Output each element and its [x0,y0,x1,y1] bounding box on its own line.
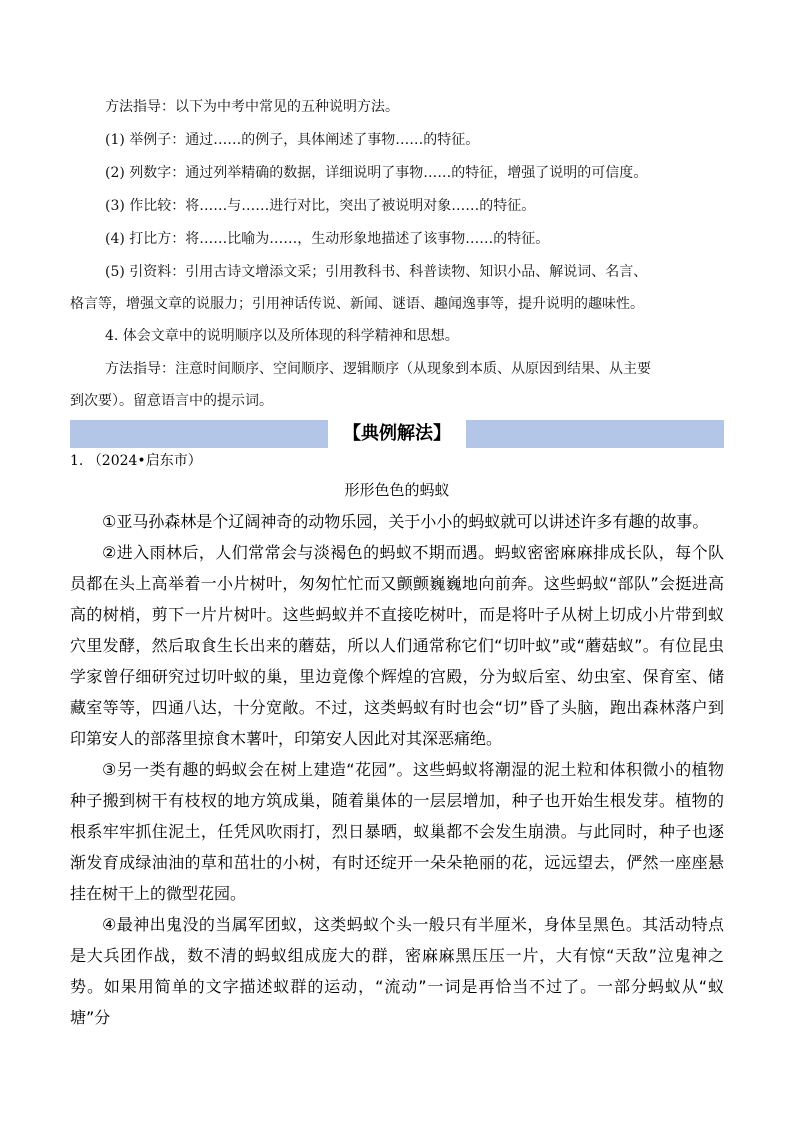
point-four: 4. 体会文章中的说明顺序以及所体现的科学精神和思想。 [105,328,459,344]
method-item: (5) 引资料：引用古诗文增添文采；引用教科书、科普读物、知识小品、解说词、名言、 [105,264,648,280]
banner-bar-right [466,420,724,448]
method-intro: 方法指导：以下为中考中常见的五种说明方法。 [105,99,399,115]
section-title: 【典例解法】 [343,423,451,444]
article-body [70,506,724,1033]
article-paragraph: ③另一类有趣的蚂蚁会在树上建造“花园”。这些蚂蚁将潮湿的泥土粒和体积微小的植物种子搬到树干有枝杈的地方筑成巢，随着巢体的一层层增加，种子也开始生根发芽。植物的根系牢牢抓住泥土，任凭风吹雨打，烈日暴晒，蚁巢都不会发生崩溃。与此同时，种子也逐渐发育成绿油油的草和茁壮的小树，有时还绽开一朵朵艳丽的花，远远望去，俨然一座座悬挂在树干上的微型花园。 [70,760,724,903]
method-guide-order-cont: 到次要）。留意语言中的提示词。 [70,393,273,409]
method-item-continuation: 格言等，增强文章的说服力；引用神话传说、新闻、谜语、趣闻逸事等，提升说明的趣味性。 [70,296,644,312]
method-item: (2) 列数字：通过列举精确的数据，详细说明了事物……的特征，增强了说明的可信度。 [105,165,648,181]
method-item: (4) 打比方：将……比喻为……，生动形象地描述了该事物……的特征。 [105,231,550,247]
method-item: (3) 作比较：将……与……进行对比，突出了被说明对象……的特征。 [105,198,536,214]
section-banner [70,420,724,448]
method-guide-order: 方法指导：注意时间顺序、空间顺序、逻辑顺序（从现象到本质、从原因到结果、从主要 [105,361,651,377]
method-item: (1) 举例子：通过……的例子，具体阐述了事物……的特征。 [105,132,480,148]
question-label: 1. （2024•启东市） [70,453,202,469]
article-paragraph: ④最神出鬼没的当属军团蚁，这类蚂蚁个头一般只有半厘米，身体呈黑色。其活动特点是大兵团作战，数不清的蚂蚁组成庞大的群，密麻麻黑压压一片，大有惊“天敌”泣鬼神之势。如果用简单的文字描述蚁群的运动，“流动”一词是再恰当不过了。一部分蚂蚁从“蚁塘”分 [70,915,724,1027]
article-paragraph: ①亚马孙森林是个辽阔神奇的动物乐园，关于小小的蚂蚁就可以讲述许多有趣的故事。 [102,512,709,531]
article-title: 形形色色的蚂蚁 [344,481,450,499]
banner-bar-left [70,420,328,448]
article-paragraph: ②进入雨林后，人们常常会与淡褐色的蚂蚁不期而遇。蚂蚁密密麻麻排成长队，每个队员都在头上高举着一小片树叶，匆匆忙忙而又颤颤巍巍地向前奔。这些蚂蚁“部队”会挺进高高的树梢，剪下一片片树叶。这些蚂蚁并不直接吃树叶，而是将叶子从树上切成小片带到蚁穴里发酵，然后取食生长出来的蘑菇，所以人们通常称它们“切叶蚁”或“蘑菇蚁”。有位昆虫学家曾仔细研究过切叶蚁的巢，里边竟像个辉煌的宫殿，分为蚁后室、幼虫室、保育室、储藏室等等，四通八达，十分宽敞。不过，这类蚂蚁有时也会“切”昏了头脑，跑出森林落户到印第安人的部落里掠食木薯叶，印第安人因此对其深恶痛绝。 [70,543,724,748]
